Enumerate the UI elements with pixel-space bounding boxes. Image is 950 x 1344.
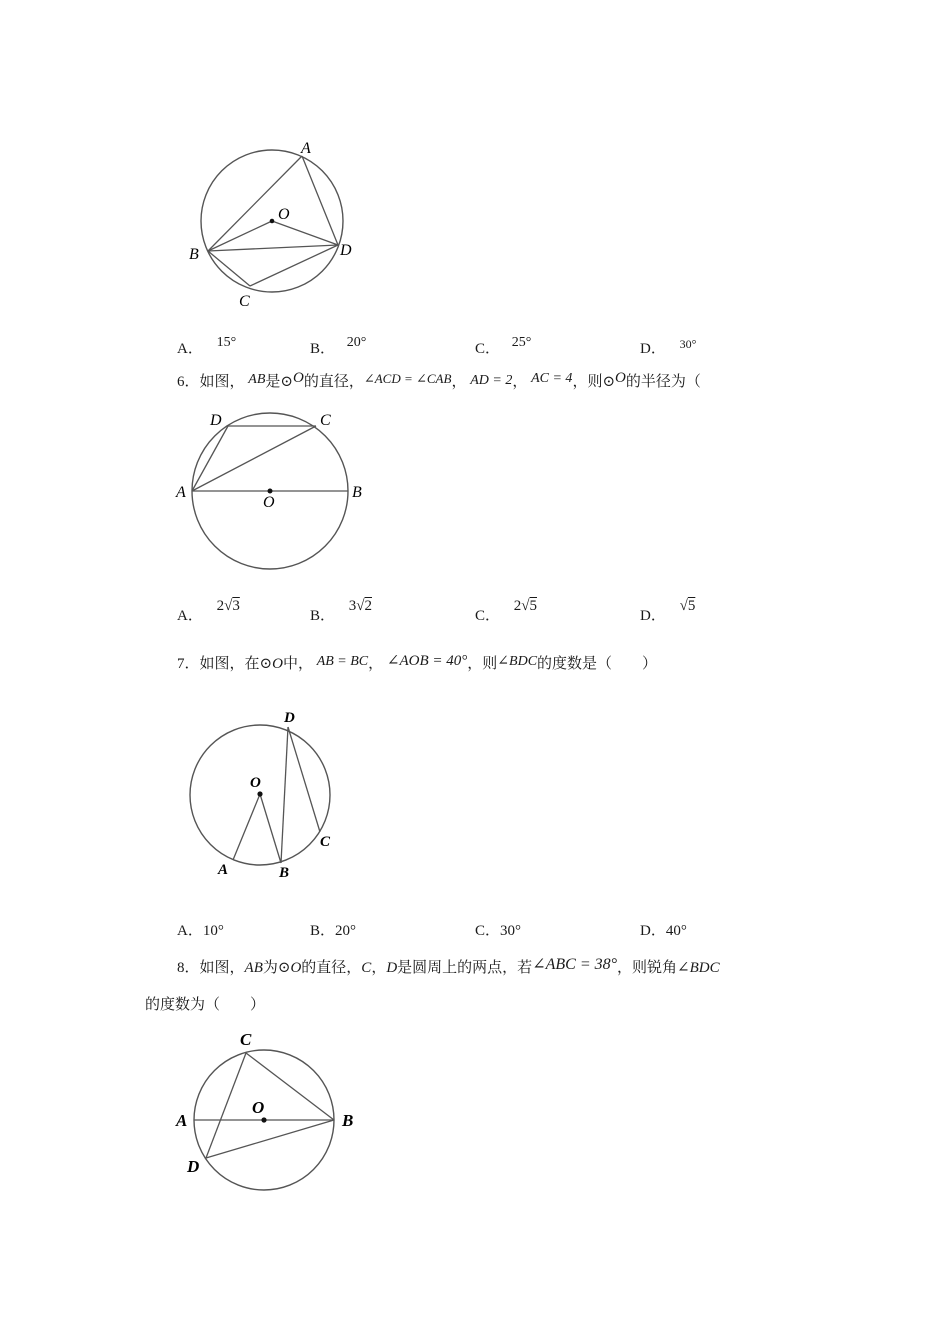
q6-angle-eq: ∠ACD = ∠CAB (363, 371, 452, 386)
q6-text-2: 是⊙ (265, 374, 293, 390)
q7-option-b[interactable] (310, 919, 356, 940)
q7-label-B: B (279, 865, 290, 881)
q5-option-a-letter: A． (177, 341, 203, 357)
q7-number: 7． (177, 656, 200, 672)
q8-label-B: B (342, 1111, 354, 1130)
q5-option-a-value: 15° (216, 335, 237, 350)
q5-label-C: C (239, 293, 250, 310)
q6-stem (177, 370, 701, 391)
q7-angle: ∠AOB = 40° (386, 653, 468, 669)
q6-option-a[interactable] (177, 598, 240, 625)
q8-text-2: 为⊙ (262, 960, 291, 976)
q5-segment-BD (208, 245, 338, 251)
q7-label-O: O (250, 775, 261, 791)
q8-sep: ， (371, 960, 387, 976)
q7-option-a-letter: A． (177, 923, 203, 939)
q7-option-a[interactable] (177, 919, 224, 940)
q6-text-1: 如图， (199, 374, 245, 390)
q8-label-A: A (176, 1111, 188, 1130)
q6-o-2: O (615, 370, 626, 386)
q6-option-c-letter: C． (475, 608, 501, 624)
q7-text-1: 如图，在⊙ (199, 656, 273, 672)
q6-number: 6． (177, 374, 200, 390)
q6-option-c[interactable] (475, 598, 537, 625)
q7-figure (180, 705, 350, 885)
q8-label-O: O (252, 1098, 265, 1117)
q8-text-4: 是圆周上的两点，若 (397, 960, 533, 976)
q8-segment-DB (206, 1120, 334, 1158)
q6-option-a-coef: 2 (216, 598, 225, 614)
q7-comma: ， (368, 656, 384, 672)
q5-option-c-value: 25° (511, 335, 532, 350)
q6-text-3: 的直径， (303, 374, 364, 390)
q5-segment-OD (272, 221, 338, 245)
q8-stem-line-1 (177, 956, 720, 977)
q6-ad: AD = 2 (470, 373, 513, 388)
q8-segment-CD (206, 1053, 246, 1158)
q5-label-B: B (189, 246, 199, 263)
q6-ac: AC = 4 (531, 371, 573, 386)
q7-option-d-letter: D． (640, 923, 666, 939)
q8-figure (170, 1025, 370, 1200)
q8-center-dot (261, 1117, 266, 1122)
q7-option-b-value: 20° (335, 923, 357, 939)
q8-label-C: C (240, 1030, 252, 1049)
q6-center-dot (268, 489, 273, 494)
q6-label-A: A (176, 484, 186, 501)
q6-ab: AB (248, 372, 266, 387)
q5-figure (180, 135, 370, 310)
q7-ab-bc: AB = BC (316, 654, 369, 669)
q8-o: O (290, 960, 302, 976)
q6-option-d-radicand: 5 (687, 598, 696, 614)
q7-option-a-value: 10° (202, 923, 224, 939)
q8-text-5: ，则锐角 (617, 960, 678, 976)
q6-text-5: 的半径为（ (625, 374, 701, 390)
q6-figure (170, 405, 380, 575)
q6-label-B: B (352, 484, 362, 501)
q6-comma-1: ， (451, 374, 467, 390)
q7-option-d[interactable] (640, 919, 687, 940)
q7-option-d-value: 40° (665, 923, 687, 939)
q5-label-D: D (340, 242, 352, 259)
q8-stem-line-2 (145, 993, 265, 1014)
q5-center-dot (270, 219, 275, 224)
q8-c: C (361, 960, 372, 976)
q5-label-O: O (278, 206, 290, 223)
q6-comma-2: ， (512, 374, 528, 390)
q8-ab: AB (244, 960, 263, 976)
q8-text-3: 的直径， (301, 960, 362, 976)
q5-option-c[interactable] (475, 335, 532, 358)
q7-option-b-letter: B． (310, 923, 336, 939)
q8-angle: ∠ABC = 38° (532, 956, 618, 973)
q7-bdc: ∠BDC (497, 654, 538, 669)
q7-label-A: A (218, 862, 229, 878)
q6-text-4: ，则⊙ (572, 374, 616, 390)
q5-segment-BC (208, 251, 250, 286)
q7-text-2: 中， (282, 656, 313, 672)
q6-option-b[interactable] (310, 598, 372, 625)
q6-option-c-coef: 2 (513, 598, 522, 614)
q5-segment-CD (250, 245, 338, 286)
q5-option-b-value: 20° (346, 335, 367, 350)
q5-option-c-letter: C． (475, 341, 501, 357)
q5-option-d-letter: D． (640, 341, 666, 357)
q8-text-6: 的度数为（ ） (145, 997, 266, 1013)
q8-bdc: ∠BDC (677, 960, 720, 976)
q6-option-b-coef: 3 (348, 598, 357, 614)
q7-text-4: 的度数是（ ） (537, 656, 658, 672)
q5-option-d-value: 30° (679, 337, 697, 351)
q6-option-b-radicand: 2 (364, 598, 372, 614)
q5-option-d[interactable] (640, 337, 697, 358)
q7-option-c-letter: C． (475, 923, 501, 939)
q7-center-dot (257, 791, 262, 796)
q7-label-C: C (320, 834, 331, 850)
q6-label-O: O (263, 494, 275, 511)
q6-option-a-letter: A． (177, 608, 203, 624)
q5-option-b-letter: B． (310, 341, 336, 357)
q5-option-b[interactable] (310, 335, 367, 358)
q6-option-c-radicand: 5 (529, 598, 537, 614)
q5-segment-OB (208, 221, 272, 251)
q7-text-3: ，则 (467, 656, 498, 672)
q5-label-A: A (301, 140, 311, 157)
q7-o: O (272, 656, 283, 672)
q6-option-d-letter: D． (640, 608, 666, 624)
q6-option-b-sqrt-icon: √ (356, 598, 365, 614)
q6-option-d[interactable] (640, 598, 696, 625)
q6-o: O (292, 370, 304, 386)
q7-stem (177, 652, 657, 673)
q8-d: D (386, 960, 398, 976)
q8-text-1: 如图， (199, 960, 245, 976)
q8-label-D: D (187, 1157, 200, 1176)
q7-segment-OA (233, 794, 260, 860)
q7-segment-DB (281, 727, 288, 863)
q6-option-c-sqrt-icon: √ (521, 598, 530, 614)
q6-option-d-sqrt-icon: √ (679, 598, 688, 614)
q6-label-C: C (320, 412, 331, 429)
q7-option-c-value: 30° (500, 923, 522, 939)
q6-option-b-letter: B． (310, 608, 336, 624)
q8-number: 8． (177, 960, 200, 976)
q7-segment-DC (288, 727, 320, 832)
q7-label-D: D (284, 710, 295, 726)
q6-option-a-sqrt-icon: √ (224, 598, 233, 614)
q6-label-D: D (210, 412, 222, 429)
q6-option-a-radicand: 3 (232, 598, 240, 614)
q5-option-a[interactable] (177, 335, 237, 358)
q7-segment-OB (260, 794, 281, 863)
q7-option-c[interactable] (475, 919, 521, 940)
